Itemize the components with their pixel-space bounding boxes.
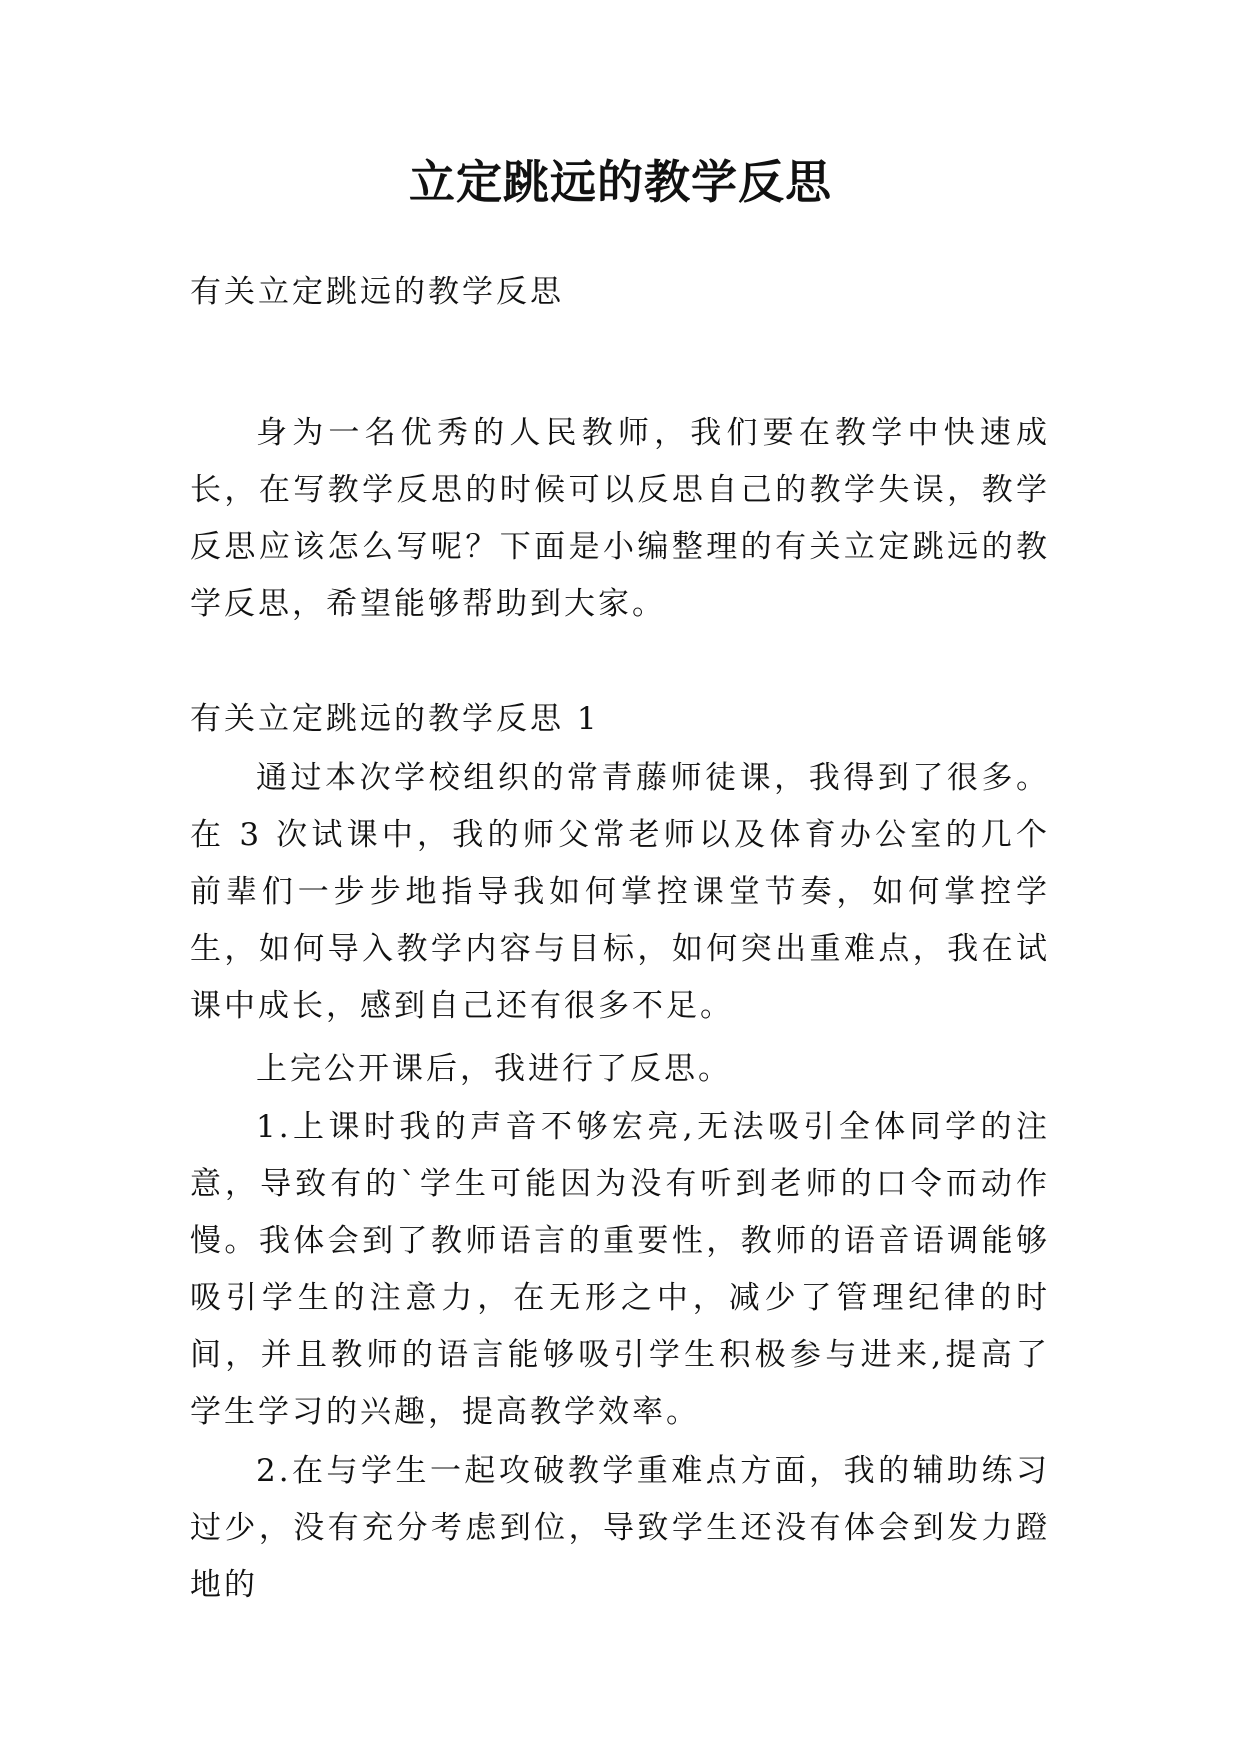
body-paragraph: 上完公开课后，我进行了反思。 <box>256 1051 732 1087</box>
body-paragraph: 1.上课时我的声音不够宏亮,无法吸引全体同学的注意，导致有的`学生可能因为没有听到老师的口令而动作慢。我体会到了教师语言的重要性，教师的语音语调能够吸引学生的注意力，在无形之中，减少了管理纪律的时间，并且教师的语言能够吸引学生积极参与进来,提高了学生学习的兴趣，提高教学效率。 <box>190 1109 1050 1430</box>
intro-paragraph: 身为一名优秀的人民教师，我们要在教学中快速成长，在写教学反思的时候可以反思自己的教学失误，教学反思应该怎么写呢？下面是小编整理的有关立定跳远的教学反思，希望能够帮助到大家。 <box>190 415 1050 622</box>
section-heading: 有关立定跳远的教学反思 1 <box>190 701 600 737</box>
body-paragraph: 通过本次学校组织的常青藤师徒课，我得到了很多。在 3 次试课中，我的师父常老师以及体育办公室的几个前辈们一步步地指导我如何掌控课堂节奏，如何掌控学生，如何导入教学内容与目标，如何突出重难点，我在试课中成长，感到自己还有很多不足。 <box>190 760 1050 1024</box>
body-paragraph: 2.在与学生一起攻破教学重难点方面，我的辅助练习过少，没有充分考虑到位，导致学生还没有体会到发力蹬地的 <box>190 1453 1050 1603</box>
document-title: 立定跳远的教学反思 <box>409 155 832 209</box>
document-subtitle: 有关立定跳远的教学反思 <box>190 274 564 310</box>
